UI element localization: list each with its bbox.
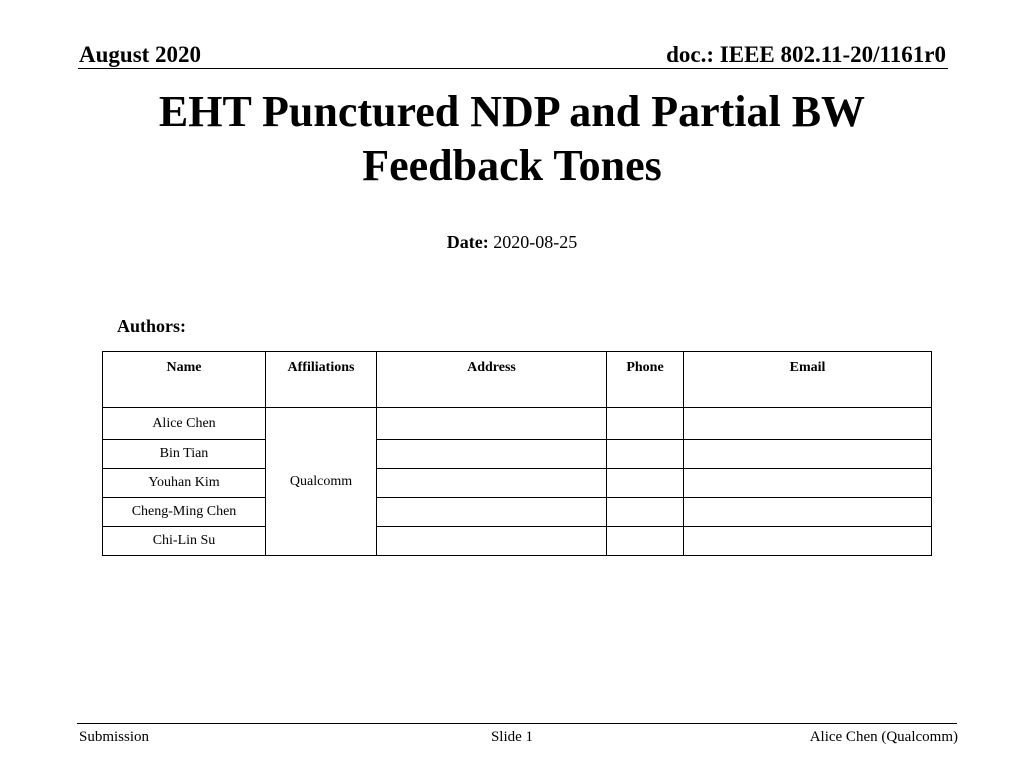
footer-divider: [77, 723, 957, 724]
author-email: [684, 498, 932, 527]
author-phone: [607, 469, 684, 498]
date-line: [0, 230, 1024, 254]
header-divider: [78, 68, 948, 69]
author-phone: [607, 498, 684, 527]
footer-submission: Submission: [79, 729, 150, 745]
author-name: Cheng-Ming Chen: [103, 498, 266, 527]
author-name: Chi-Lin Su: [103, 527, 266, 556]
footer-slide-number: Slide 1: [490, 729, 534, 745]
author-address: [377, 408, 607, 440]
column-header-address: Address: [377, 352, 607, 408]
slide-title-line-1: EHT Punctured NDP and Partial BW: [158, 87, 866, 136]
author-phone: [607, 527, 684, 556]
column-header-phone: Phone: [607, 352, 684, 408]
author-email: [684, 440, 932, 469]
author-address: [377, 527, 607, 556]
column-header-email: Email: [684, 352, 932, 408]
author-address: [377, 498, 607, 527]
column-header-affiliations: Affiliations: [266, 352, 377, 408]
author-email: [684, 527, 932, 556]
column-header-name: Name: [103, 352, 266, 408]
author-address: [377, 440, 607, 469]
table-header-row: [103, 352, 932, 408]
slide-title-line-2: Feedback Tones: [362, 141, 662, 190]
author-name: Bin Tian: [103, 440, 266, 469]
slide-title: [0, 85, 1024, 193]
table-row: [103, 469, 932, 498]
author-phone: [607, 408, 684, 440]
table-row: [103, 498, 932, 527]
date-label: Date:: [446, 232, 489, 252]
author-phone: [607, 440, 684, 469]
footer-author: Alice Chen (Qualcomm): [809, 729, 958, 745]
header-doc-id: doc.: IEEE 802.11-20/1161r0: [666, 42, 946, 67]
authors-label: Authors:: [117, 316, 187, 336]
author-name: Youhan Kim: [103, 469, 266, 498]
table-row: [103, 527, 932, 556]
author-affiliation: Qualcomm: [266, 408, 377, 556]
author-name: Alice Chen: [103, 408, 266, 440]
authors-table: [102, 351, 932, 556]
date-value: 2020-08-25: [493, 232, 578, 252]
header-date: August 2020: [79, 42, 202, 67]
table-row: [103, 440, 932, 469]
author-address: [377, 469, 607, 498]
table-row: [103, 408, 932, 440]
author-email: [684, 408, 932, 440]
author-email: [684, 469, 932, 498]
